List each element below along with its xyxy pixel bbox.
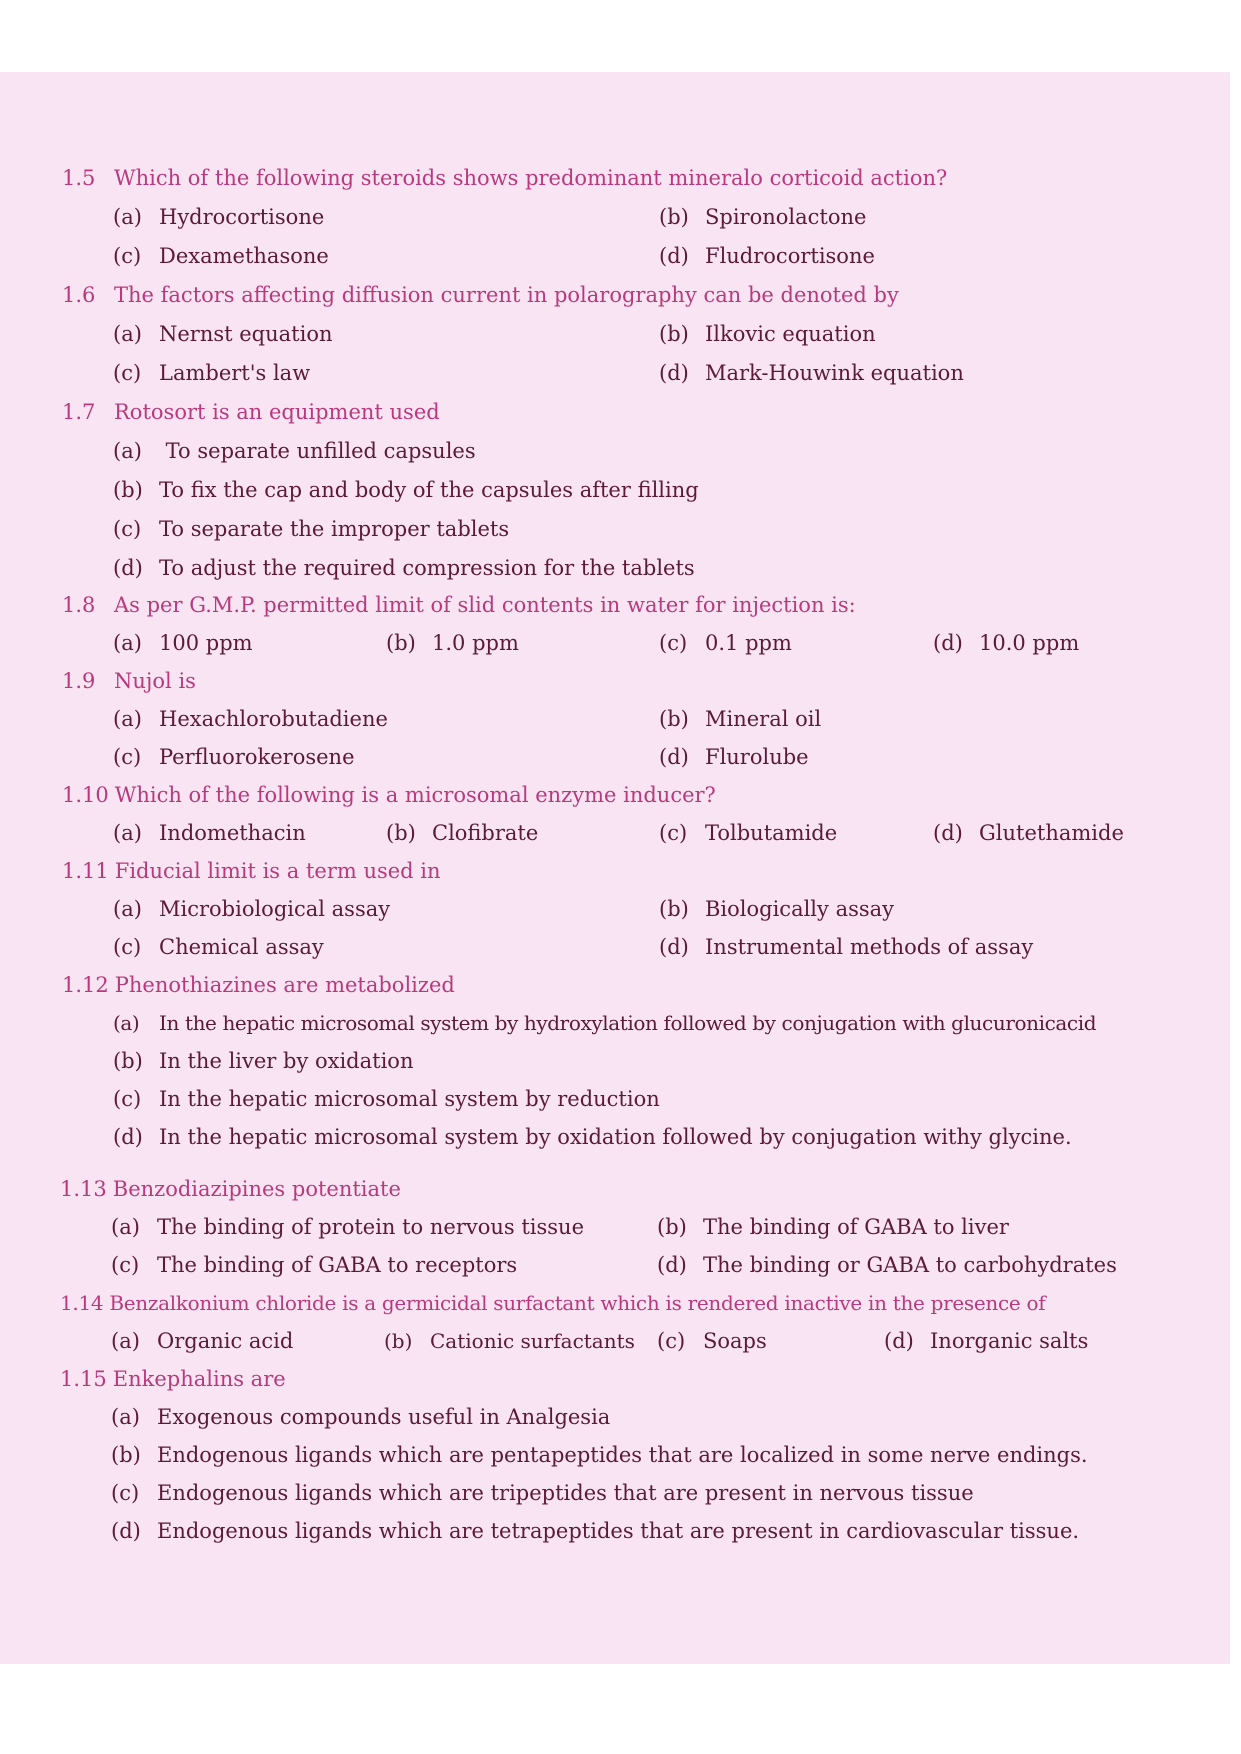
option [884, 1324, 1088, 1358]
question-1-6 [62, 278, 1182, 312]
option [659, 816, 837, 850]
option [113, 1120, 1072, 1154]
option-text: Exogenous compounds useful in Analgesia [157, 1405, 611, 1429]
option-label: (c) [113, 935, 142, 959]
option-text: Spironolactone [705, 205, 867, 229]
option-label: (d) [111, 1519, 141, 1543]
option [111, 1476, 974, 1510]
question-number: 1.10 [62, 783, 109, 807]
option [659, 356, 964, 390]
option-label: (b) [659, 897, 689, 921]
option [111, 1400, 610, 1434]
option-label: (a) [113, 821, 142, 845]
option-label: (d) [659, 935, 689, 959]
question-1-13 [60, 1172, 1180, 1206]
option-label: (a) [111, 1405, 140, 1429]
option-text: To separate unfilled capsules [159, 439, 476, 463]
option-text: Endogenous ligands which are tripeptides that are present in nervous tissue [157, 1481, 974, 1505]
question-1-5 [62, 161, 1182, 195]
option-text: Endogenous ligands which are tetrapeptides that are present in cardiovascular tissue. [157, 1519, 1080, 1543]
question-text: As per G.M.P. permitted limit of slid contents in water for injection is: [114, 593, 856, 617]
question-text: Which of the following steroids shows predominant mineralo corticoid action? [114, 166, 948, 190]
option-text: Microbiological assay [159, 897, 391, 921]
option-text: In the hepatic microsomal system by hydroxylation followed by conjugation with glucuronicacid [159, 1011, 1097, 1035]
option-label: (c) [657, 1329, 686, 1353]
option-text: Dexamethasone [159, 244, 329, 268]
option-text: In the hepatic microsomal system by reduction [159, 1087, 660, 1111]
option [113, 1044, 413, 1078]
option-text: The binding or GABA to carbohydrates [703, 1253, 1117, 1277]
option-text: 100 ppm [159, 631, 253, 655]
option [113, 816, 306, 850]
option-text: Endogenous ligands which are pentapeptides that are localized in some nerve endings. [157, 1443, 1088, 1467]
option-text: Fludrocortisone [705, 244, 875, 268]
option [111, 1324, 293, 1358]
option-text: Mineral oil [705, 707, 822, 731]
option [933, 816, 1124, 850]
option [113, 551, 695, 585]
option-label: (d) [933, 631, 963, 655]
option-label: (b) [659, 322, 689, 346]
question-1-8 [62, 588, 1182, 622]
option-label: (a) [113, 897, 142, 921]
question-1-14 [60, 1286, 1180, 1320]
option [386, 626, 519, 660]
option-label: (d) [113, 1125, 143, 1149]
option-label: (c) [111, 1481, 140, 1505]
option [113, 930, 324, 964]
option [386, 816, 538, 850]
option-label: (a) [111, 1329, 140, 1353]
option-label: (a) [113, 439, 142, 463]
option [659, 740, 809, 774]
question-text: The factors affecting diffusion current in polarography can be denoted by [114, 283, 899, 307]
option [113, 239, 329, 273]
option [933, 626, 1079, 660]
question-text: Which of the following is a microsomal enzyme inducer? [114, 783, 716, 807]
option-text: Tolbutamide [705, 821, 838, 845]
option [113, 356, 310, 390]
option [659, 317, 876, 351]
option-label: (d) [657, 1253, 687, 1277]
question-number: 1.7 [62, 400, 96, 424]
option-text: To separate the improper tablets [159, 517, 510, 541]
question-text: Benzalkonium chloride is a germicidal surfactant which is rendered inactive in the presence of [109, 1291, 1046, 1315]
option-text: 1.0 ppm [432, 631, 519, 655]
option [113, 434, 476, 468]
option [111, 1438, 1088, 1472]
option [113, 1006, 1096, 1040]
option [113, 317, 333, 351]
option [113, 702, 388, 736]
question-number: 1.13 [60, 1177, 107, 1201]
option-text: The binding of GABA to receptors [157, 1253, 518, 1277]
option-label: (a) [113, 205, 142, 229]
option [657, 1210, 1009, 1244]
option-text: The binding of GABA to liver [703, 1215, 1009, 1239]
option-label: (a) [113, 322, 142, 346]
question-text: Enkephalins are [112, 1367, 286, 1391]
option-text: In the liver by oxidation [159, 1049, 414, 1073]
question-1-12 [62, 968, 1182, 1002]
option-label: (c) [113, 517, 142, 541]
option-text: Chemical assay [159, 935, 324, 959]
option [113, 200, 324, 234]
option-label: (b) [386, 631, 416, 655]
option-text: Clofibrate [432, 821, 539, 845]
option-label: (b) [657, 1215, 687, 1239]
option-label: (b) [386, 821, 416, 845]
question-number: 1.11 [62, 859, 109, 883]
option-text: Lambert's law [159, 361, 311, 385]
option-text: The binding of protein to nervous tissue [157, 1215, 585, 1239]
option [113, 740, 355, 774]
question-number: 1.14 [60, 1291, 104, 1315]
option-label: (c) [113, 244, 142, 268]
option-label: (d) [933, 821, 963, 845]
option-label: (d) [884, 1329, 914, 1353]
option-label: (c) [113, 361, 142, 385]
option [659, 239, 875, 273]
option-label: (a) [111, 1215, 140, 1239]
option-text: To adjust the required compression for the tablets [159, 556, 695, 580]
option [659, 892, 894, 926]
option-text: Ilkovic equation [705, 322, 876, 346]
option-text: 10.0 ppm [979, 631, 1080, 655]
option [657, 1324, 767, 1358]
option [111, 1210, 584, 1244]
option [113, 892, 390, 926]
option-label: (d) [659, 745, 689, 769]
question-number: 1.5 [62, 166, 96, 190]
option-label: (c) [659, 821, 688, 845]
question-1-15 [60, 1362, 1180, 1396]
question-text: Rotosort is an equipment used [114, 400, 440, 424]
option-label: (c) [659, 631, 688, 655]
option-label: (a) [113, 707, 142, 731]
option-text: Hexachlorobutadiene [159, 707, 388, 731]
option-text: Inorganic salts [930, 1329, 1089, 1353]
option [113, 626, 253, 660]
option-label: (d) [659, 361, 689, 385]
option-text: Indomethacin [159, 821, 306, 845]
option-text: Mark-Houwink equation [705, 361, 964, 385]
option-text: Nernst equation [159, 322, 333, 346]
question-1-10 [62, 778, 1182, 812]
option-text: Hydrocortisone [159, 205, 325, 229]
option [111, 1514, 1079, 1548]
option [657, 1248, 1117, 1282]
option-label: (d) [113, 556, 143, 580]
option-label: (d) [659, 244, 689, 268]
option [111, 1248, 517, 1282]
option-label: (b) [111, 1443, 141, 1467]
question-text: Phenothiazines are metabolized [114, 973, 455, 997]
option-label: (a) [113, 631, 142, 655]
option-label: (c) [113, 1087, 142, 1111]
option-label: (c) [113, 745, 142, 769]
option-label: (b) [384, 1329, 413, 1353]
question-1-9 [62, 664, 1182, 698]
option [113, 473, 699, 507]
option [659, 702, 821, 736]
option-text: Biologically assay [705, 897, 895, 921]
option [113, 1082, 660, 1116]
question-1-7 [62, 395, 1182, 429]
option-text: 0.1 ppm [705, 631, 792, 655]
question-1-11 [62, 854, 1182, 888]
option-label: (a) [113, 1011, 140, 1035]
option-label: (b) [659, 205, 689, 229]
option-text: To fix the cap and body of the capsules after filling [159, 478, 699, 502]
option-text: Instrumental methods of assay [705, 935, 1034, 959]
option [659, 200, 866, 234]
option-label: (b) [113, 1049, 143, 1073]
option-label: (c) [111, 1253, 140, 1277]
option-text: Flurolube [705, 745, 809, 769]
question-text: Benzodiazipines potentiate [112, 1177, 401, 1201]
option [659, 930, 1033, 964]
question-number: 1.9 [62, 669, 96, 693]
question-number: 1.12 [62, 973, 109, 997]
option-label: (b) [659, 707, 689, 731]
option-text: Cationic surfactants [430, 1329, 635, 1353]
question-number: 1.6 [62, 283, 96, 307]
question-text: Nujol is [114, 669, 196, 693]
option-text: Glutethamide [979, 821, 1124, 845]
question-number: 1.8 [62, 593, 96, 617]
option-text: Soaps [703, 1329, 767, 1353]
option [113, 512, 509, 546]
option [659, 626, 792, 660]
question-text: Fiducial limit is a term used in [114, 859, 441, 883]
option-text: Perfluorokerosene [159, 745, 355, 769]
option-label: (b) [113, 478, 143, 502]
option-text: In the hepatic microsomal system by oxidation followed by conjugation withy glycine. [159, 1125, 1072, 1149]
option-text: Organic acid [157, 1329, 294, 1353]
question-number: 1.15 [60, 1367, 107, 1391]
option [384, 1324, 635, 1358]
